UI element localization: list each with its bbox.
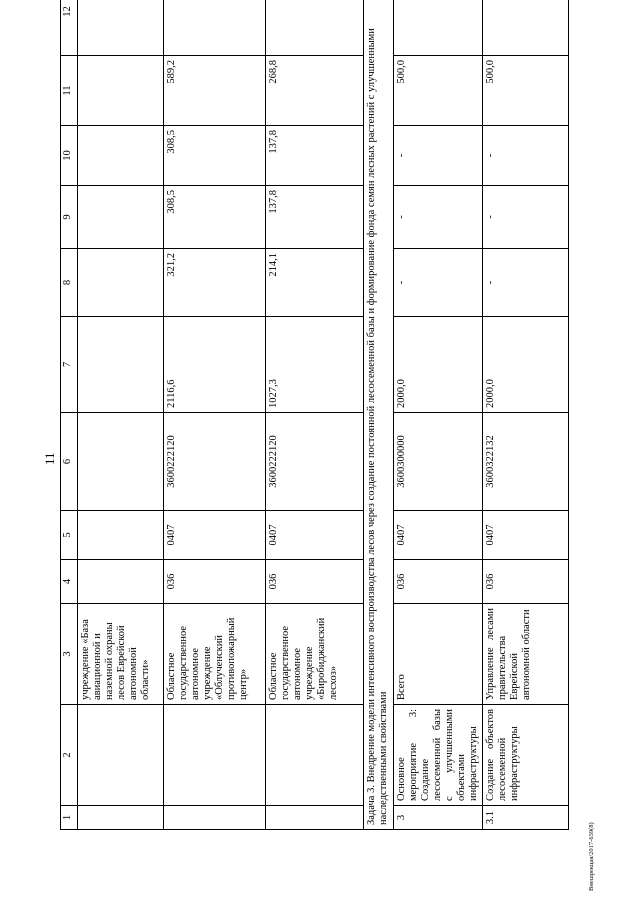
col-header: 2 — [61, 705, 78, 806]
cell-value: - — [483, 126, 569, 186]
col-header: 9 — [61, 186, 78, 249]
col-header: 12 — [61, 0, 78, 56]
cell-total: 2000,0 — [483, 317, 569, 413]
col-header: 6 — [61, 413, 78, 511]
cell-executor: Всего — [394, 604, 483, 705]
budget-table — [60, 0, 569, 830]
cell-total: 2116,6 — [164, 317, 266, 413]
page-number: 11 — [42, 452, 57, 465]
cell-value: 214,1 — [266, 249, 364, 317]
cell-value: 137,8 — [266, 126, 364, 186]
table-row — [483, 0, 569, 830]
cell-value: - — [394, 249, 483, 317]
cell-index: 3.1 — [483, 806, 569, 830]
cell-executor: Управление лесами правительства Еврейской автономной области — [483, 604, 569, 705]
cell-name — [266, 705, 364, 806]
col-header: 5 — [61, 511, 78, 560]
cell-index: 3 — [394, 806, 483, 830]
cell-name: Основное мероприятие 3: Создание лесосеменной базы с улучшенными объектами инфраструктуры — [394, 705, 483, 806]
cell-total: 1027,3 — [266, 317, 364, 413]
col-header: 3 — [61, 604, 78, 705]
cell-csr: 3600222120 — [164, 413, 266, 511]
cell-rzpr — [78, 511, 164, 560]
task-row — [364, 0, 394, 830]
cell-index — [266, 806, 364, 830]
cell-value — [483, 0, 569, 56]
cell-csr: 3600300000 — [394, 413, 483, 511]
cell-rzpr: 0407 — [394, 511, 483, 560]
cell-value: 500,0 — [483, 56, 569, 126]
cell-csr: 3600322132 — [483, 413, 569, 511]
cell-value — [266, 0, 364, 56]
cell-value: 308,5 — [164, 186, 266, 249]
cell-value: 137,8 — [266, 186, 364, 249]
cell-name: Создание объектов лесосеменной инфраструктуры — [483, 705, 569, 806]
col-header: 10 — [61, 126, 78, 186]
cell-grbs: 036 — [483, 560, 569, 604]
cell-value: 321,2 — [164, 249, 266, 317]
cell-csr — [78, 413, 164, 511]
cell-grbs: 036 — [394, 560, 483, 604]
cell-value: - — [394, 186, 483, 249]
cell-total — [78, 317, 164, 413]
document-footer: Внешрекцая/2017-639(8) — [588, 822, 595, 891]
cell-grbs — [78, 560, 164, 604]
cell-grbs: 036 — [164, 560, 266, 604]
cell-value — [78, 0, 164, 56]
cell-value — [394, 0, 483, 56]
cell-value: - — [394, 126, 483, 186]
cell-value: 589,2 — [164, 56, 266, 126]
cell-value — [78, 186, 164, 249]
cell-value — [78, 126, 164, 186]
cell-value: 500,0 — [394, 56, 483, 126]
col-header: 7 — [61, 317, 78, 413]
col-header: 4 — [61, 560, 78, 604]
cell-value — [78, 249, 164, 317]
cell-value — [78, 56, 164, 126]
table-row — [164, 0, 266, 830]
table-row — [394, 0, 483, 830]
cell-rzpr: 0407 — [483, 511, 569, 560]
header-row — [61, 0, 78, 830]
col-header: 1 — [61, 806, 78, 830]
cell-total: 2000,0 — [394, 317, 483, 413]
cell-rzpr: 0407 — [164, 511, 266, 560]
col-header: 11 — [61, 56, 78, 126]
cell-index — [164, 806, 266, 830]
cell-value: - — [483, 186, 569, 249]
task-3-heading: Задача 3. Внедрение модели интенсивного воспроизводства лесов через создание постоянной лесосеменной базы и формирование фонда семян лесных растений с улучшенными наследственными свойствами — [364, 0, 394, 830]
cell-grbs: 036 — [266, 560, 364, 604]
cell-executor: Областное государственное автономное учреждение «Биробиджанский лесхоз» — [266, 604, 364, 705]
cell-value: 308,5 — [164, 126, 266, 186]
cell-value: 268,8 — [266, 56, 364, 126]
cell-value — [164, 0, 266, 56]
cell-executor: учреждение «База авиационной и наземной охраны лесов Еврейской автономной области» — [78, 604, 164, 705]
cell-name — [164, 705, 266, 806]
cell-rzpr: 0407 — [266, 511, 364, 560]
cell-executor: Областное государственное автономное учреждение «Облученский противопожарный центр» — [164, 604, 266, 705]
table-row — [78, 0, 164, 830]
cell-value: - — [483, 249, 569, 317]
col-header: 8 — [61, 249, 78, 317]
cell-index — [78, 806, 164, 830]
table-row — [266, 0, 364, 830]
cell-name — [78, 705, 164, 806]
cell-csr: 3600222120 — [266, 413, 364, 511]
